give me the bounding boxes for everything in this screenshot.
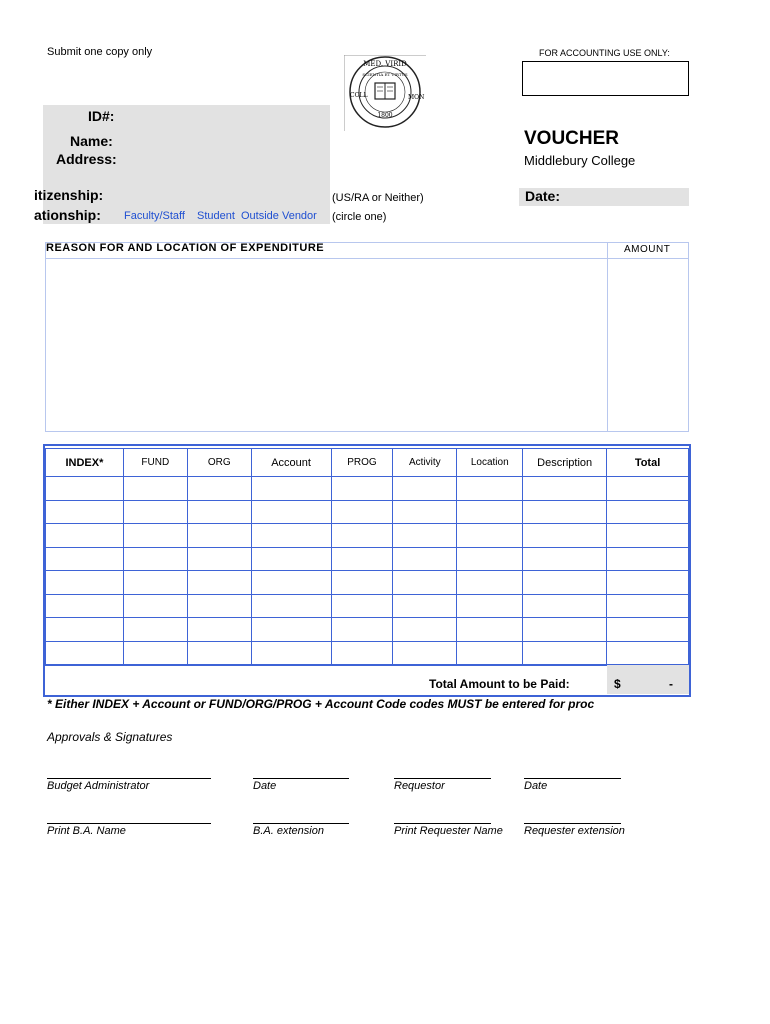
col-prog: PROG (331, 449, 393, 477)
table-row (46, 547, 689, 571)
table-cell[interactable] (331, 500, 393, 524)
total-value: - (669, 677, 673, 691)
table-cell[interactable] (46, 571, 124, 595)
sig-label-requestor: Requestor (394, 780, 445, 792)
table-cell[interactable] (331, 594, 393, 618)
table-cell[interactable] (331, 571, 393, 595)
table-cell[interactable] (46, 641, 124, 665)
table-cell[interactable] (457, 547, 523, 571)
table-cell[interactable] (251, 547, 331, 571)
table-cell[interactable] (123, 571, 187, 595)
accounting-use-box[interactable] (522, 61, 689, 96)
table-cell[interactable] (393, 618, 457, 642)
submit-note: Submit one copy only (47, 46, 153, 58)
table-cell[interactable] (393, 477, 457, 501)
table-row (46, 500, 689, 524)
table-row (46, 618, 689, 642)
grid-header-row (46, 449, 689, 477)
table-row (46, 524, 689, 548)
sig-label-ba-extension: B.A. extension (253, 825, 324, 837)
table-cell[interactable] (607, 571, 689, 595)
table-cell[interactable] (393, 500, 457, 524)
table-cell[interactable] (187, 571, 251, 595)
signature-line[interactable] (524, 778, 621, 779)
seal-text-right: MON (408, 94, 425, 101)
table-row (46, 477, 689, 501)
reason-separator (607, 242, 608, 432)
seal-year: 1800 (377, 112, 393, 119)
table-cell[interactable] (457, 641, 523, 665)
signature-line[interactable] (47, 778, 211, 779)
signature-line[interactable] (394, 778, 491, 779)
col-location: Location (457, 449, 523, 477)
table-cell[interactable] (607, 524, 689, 548)
table-cell[interactable] (607, 618, 689, 642)
id-label: ID#: (88, 108, 115, 124)
sig-label-requester-extension: Requester extension (524, 825, 625, 837)
col-total: Total (607, 449, 689, 477)
table-cell[interactable] (607, 547, 689, 571)
college-name: Middlebury College (524, 153, 636, 168)
table-cell[interactable] (123, 594, 187, 618)
table-cell[interactable] (607, 477, 689, 501)
seal-text-inner: SCIENTIA ET VIRTUS (362, 72, 408, 77)
table-cell[interactable] (46, 477, 124, 501)
total-currency: $ (614, 677, 621, 691)
table-cell[interactable] (123, 524, 187, 548)
table-cell[interactable] (187, 618, 251, 642)
table-cell[interactable] (46, 547, 124, 571)
table-cell[interactable] (393, 524, 457, 548)
table-cell[interactable] (607, 500, 689, 524)
table-cell[interactable] (251, 524, 331, 548)
table-cell[interactable] (123, 500, 187, 524)
address-label: Address: (56, 151, 117, 167)
relationship-option-student[interactable]: Student (197, 210, 235, 222)
sig-label-print-ba-name: Print B.A. Name (47, 825, 126, 837)
sig-label-budget-admin: Budget Administrator (47, 780, 150, 792)
citizenship-label: itizenship: (34, 187, 104, 203)
table-cell[interactable] (523, 477, 607, 501)
table-cell[interactable] (46, 594, 124, 618)
table-cell[interactable] (251, 500, 331, 524)
total-row (45, 665, 689, 696)
account-grid (45, 448, 689, 665)
table-cell[interactable] (331, 477, 393, 501)
relationship-hint: (circle one) (332, 211, 387, 223)
amount-header: AMOUNT (624, 244, 671, 255)
table-cell[interactable] (457, 618, 523, 642)
table-cell[interactable] (46, 524, 124, 548)
table-cell[interactable] (393, 594, 457, 618)
table-cell[interactable] (251, 594, 331, 618)
signature-line[interactable] (524, 823, 621, 824)
accounting-label: FOR ACCOUNTING USE ONLY: (539, 48, 670, 58)
signature-line[interactable] (253, 823, 349, 824)
table-cell[interactable] (187, 641, 251, 665)
col-account: Account (251, 449, 331, 477)
table-cell[interactable] (393, 571, 457, 595)
seal-text-left: COLL (350, 92, 368, 99)
table-cell[interactable] (46, 618, 124, 642)
signature-line[interactable] (253, 778, 349, 779)
citizenship-hint: (US/RA or Neither) (332, 192, 424, 204)
table-cell[interactable] (523, 547, 607, 571)
table-row (46, 641, 689, 665)
relationship-option-faculty[interactable]: Faculty/Staff (124, 210, 185, 222)
voucher-title: VOUCHER (524, 128, 620, 149)
col-fund: FUND (123, 449, 187, 477)
table-cell[interactable] (331, 547, 393, 571)
table-cell[interactable] (46, 500, 124, 524)
table-cell[interactable] (523, 594, 607, 618)
table-cell[interactable] (187, 547, 251, 571)
table-cell[interactable] (393, 547, 457, 571)
relationship-label: ationship: (34, 207, 101, 223)
table-cell[interactable] (457, 500, 523, 524)
sig-label-date-2: Date (524, 780, 548, 792)
table-row (46, 594, 689, 618)
table-cell[interactable] (251, 641, 331, 665)
approvals-heading: Approvals & Signatures (47, 730, 173, 744)
sig-label-print-requester: Print Requester Name (394, 825, 503, 837)
table-cell[interactable] (523, 571, 607, 595)
date-label: Date: (525, 188, 561, 204)
reason-box[interactable] (45, 242, 689, 432)
table-cell[interactable] (607, 594, 689, 618)
signature-line[interactable] (394, 823, 491, 824)
name-label: Name: (70, 133, 113, 149)
college-seal-icon (344, 55, 426, 131)
col-org: ORG (187, 449, 251, 477)
col-activity: Activity (393, 449, 457, 477)
col-index: INDEX* (46, 449, 124, 477)
sig-label-date: Date (253, 780, 277, 792)
total-label: Total Amount to be Paid: (429, 677, 570, 691)
reason-header-line (45, 258, 689, 259)
footnote: * Either INDEX + Account or FUND/ORG/PROG + Account Code codes MUST be entered for proc (47, 697, 595, 711)
col-description: Description (523, 449, 607, 477)
table-cell[interactable] (123, 477, 187, 501)
table-cell[interactable] (187, 594, 251, 618)
table-cell[interactable] (393, 641, 457, 665)
table-cell[interactable] (523, 618, 607, 642)
table-cell[interactable] (331, 524, 393, 548)
table-row (46, 571, 689, 595)
seal-text-top: MED. VIRID (363, 60, 407, 68)
table-cell[interactable] (187, 500, 251, 524)
table-cell[interactable] (187, 524, 251, 548)
signature-line[interactable] (47, 823, 211, 824)
table-cell[interactable] (523, 500, 607, 524)
table-cell[interactable] (457, 477, 523, 501)
table-cell[interactable] (251, 477, 331, 501)
table-cell[interactable] (123, 618, 187, 642)
table-cell[interactable] (251, 571, 331, 595)
table-cell[interactable] (523, 641, 607, 665)
table-cell[interactable] (251, 618, 331, 642)
table-cell[interactable] (331, 618, 393, 642)
table-cell[interactable] (331, 641, 393, 665)
reason-header: REASON FOR AND LOCATION OF EXPENDITURE (46, 242, 325, 254)
table-cell[interactable] (523, 524, 607, 548)
table-cell[interactable] (457, 571, 523, 595)
table-cell[interactable] (607, 641, 689, 665)
table-cell[interactable] (123, 641, 187, 665)
table-cell[interactable] (187, 477, 251, 501)
table-cell[interactable] (457, 524, 523, 548)
relationship-option-vendor[interactable]: Outside Vendor (241, 210, 317, 222)
table-cell[interactable] (123, 547, 187, 571)
table-cell[interactable] (457, 594, 523, 618)
